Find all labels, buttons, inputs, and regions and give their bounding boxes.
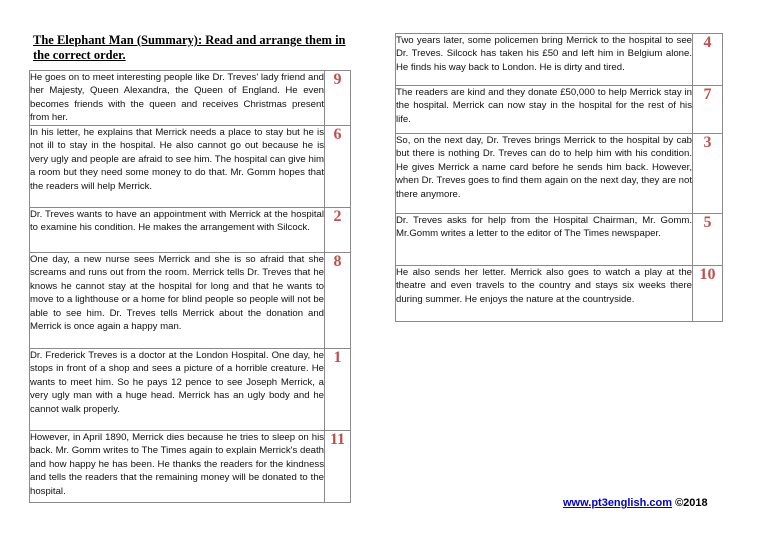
table-row: [396, 266, 723, 322]
table-row: [396, 34, 723, 86]
order-number: 4: [693, 34, 723, 86]
table-row: [30, 126, 351, 208]
copyright-text: ©2018: [675, 497, 708, 509]
summary-text: He also sends her letter. Merrick also goes to watch a play at the theatre and even travels to the country and stays six weeks there during summer. He enjoys the nature at the countryside.: [396, 266, 693, 322]
table-row: [30, 253, 351, 349]
table-row: [30, 431, 351, 503]
order-number: 5: [693, 214, 723, 266]
worksheet-title: The Elephant Man (Summary): Read and arrange them in the correct order.: [33, 33, 346, 62]
table-row: [396, 86, 723, 134]
order-number: 6: [325, 126, 351, 208]
order-number: 9: [325, 71, 351, 126]
summary-text: The readers are kind and they donate £50,000 to help Merrick stay in the hospital. Merrick can now stay in the hospital for the rest of his life.: [396, 86, 693, 134]
order-number: 2: [325, 208, 351, 253]
summary-text: So, on the next day, Dr. Treves brings Merrick to the hospital by cab but there is nothing Dr. Treves can do to help him with his condition. He gives Merrick a name card before he sends him back. However, when Dr. Treves goes to find them again on the next day, they are not there anymore.: [396, 134, 693, 214]
left-summary-table: [29, 70, 351, 503]
order-number: 11: [325, 431, 351, 503]
table-row: [30, 349, 351, 431]
summary-text: Dr. Treves asks for help from the Hospital Chairman, Mr. Gomm. Mr.Gomm writes a letter to the editor of The Times newspaper.: [396, 214, 693, 266]
footer: [563, 497, 708, 509]
order-number: 3: [693, 134, 723, 214]
table-row: [30, 71, 351, 126]
summary-text: Two years later, some policemen bring Merrick to the hospital to see Dr. Treves. Silcock has taken his £50 and left him in Belgium alone. He finds his way back to London. He is dirty and tired.: [396, 34, 693, 86]
order-number: 10: [693, 266, 723, 322]
order-number: 7: [693, 86, 723, 134]
order-number: 8: [325, 253, 351, 349]
summary-text: In his letter, he explains that Merrick needs a place to stay but he is not ill to stay in the hospital. He also cannot go out because he is very ugly and people are afraid to see him. The hospital can give him a room but they need some money to do that. Mr. Gomm hopes that the readers will help Merrick.: [30, 126, 325, 208]
order-number: 1: [325, 349, 351, 431]
summary-text: However, in April 1890, Merrick dies because he tries to sleep on his back. Mr. Gomm writes to The Times again to explain Merrick's death and how happy he has been. He thanks the readers for the kindness and tells the readers that the remaining money will be donated to the hospital.: [30, 431, 325, 503]
summary-text: Dr. Treves wants to have an appointment with Merrick at the hospital to examine his condition. He makes the arrangement with Silcock.: [30, 208, 325, 253]
table-row: [30, 208, 351, 253]
table-row: [396, 134, 723, 214]
website-link[interactable]: www.pt3english.com: [563, 497, 672, 509]
table-row: [396, 214, 723, 266]
summary-text: He goes on to meet interesting people like Dr. Treves' lady friend and her Majesty, Queen Alexandra, the Queen of England. He even becomes friends with the queen and receives Christmas present from her.: [30, 71, 325, 126]
summary-text: One day, a new nurse sees Merrick and she is so afraid that she screams and runs out from the room. Merrick tells Dr. Treves that he knows he cannot stay at the hospital for long and that he wants to move to a lighthouse or a home for blind people so people will not be able to see him. Dr. Treves tells Merrick about the donation and Merrick is once again a happy man.: [30, 253, 325, 349]
right-summary-table: [395, 33, 723, 322]
summary-text: Dr. Frederick Treves is a doctor at the London Hospital. One day, he stops in front of a shop and sees a picture of a horrible creature. He wants to meet him. So he pays 12 pence to see Joseph Merrick, a very ugly man with a huge head. Merrick has an ugly body and he cannot walk properly.: [30, 349, 325, 431]
